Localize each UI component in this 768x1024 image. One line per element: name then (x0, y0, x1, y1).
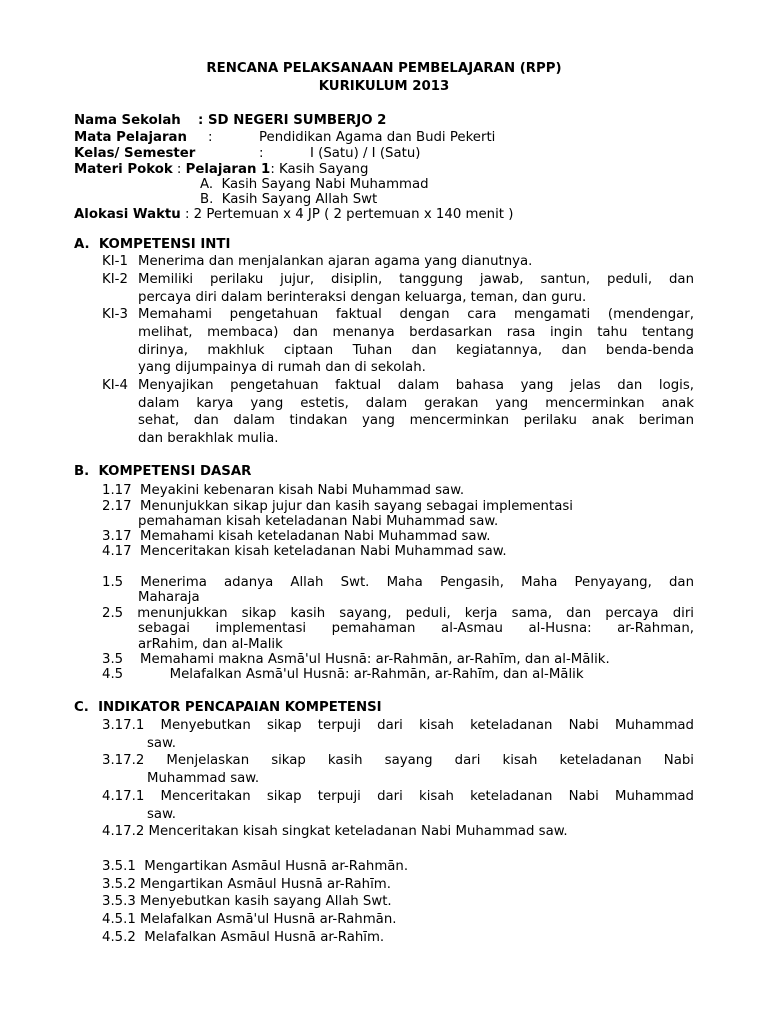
ki-text: Menyajikan pengetahuan faktual dalam bahasa yang jelas dan logis, (138, 378, 694, 393)
indicator-item: 3.5.3 Menyebutkan kasih sayang Allah Swt. (102, 894, 392, 909)
ki-text: dan berakhlak mulia. (138, 431, 279, 446)
ki-text: melihat, membaca) dan menanya berdasarkan rasa ingin tahu tentang (138, 325, 694, 340)
kd-item: 3.5 Memahami makna Asmā'ul Husnā: ar-Rahmān, ar-Rahīm, dan al-Mālik. (102, 652, 610, 667)
kd-item-cont: Maharaja (138, 590, 200, 605)
section-b-heading: B. KOMPETENSI DASAR (74, 464, 252, 479)
material-label: Materi Pokok (74, 162, 173, 177)
school-label: Nama Sekolah (74, 113, 181, 128)
material-value: : Kasih Sayang (270, 162, 369, 177)
indicator-item: 3.17.2 Menjelaskan sikap kasih sayang dari kisah keteladanan Nabi (102, 753, 694, 768)
section-c-heading: C. INDIKATOR PENCAPAIAN KOMPETENSI (74, 700, 382, 715)
kd-item: 2.5 menunjukkan sikap kasih sayang, peduli, kerja sama, dan percaya diri (102, 606, 694, 621)
document-subtitle: KURIKULUM 2013 (318, 79, 450, 94)
ki-text: dalam karya yang estetis, dalam gerakan yang mencerminkan anak (138, 396, 694, 411)
indicator-item: 4.5.2 Melafalkan Asmāul Husnā ar-Rahīm. (102, 930, 385, 945)
kd-item: 4.17 Menceritakan kisah keteladanan Nabi Muhammad saw. (102, 544, 507, 559)
school-value: : SD NEGERI SUMBERJO 2 (198, 113, 387, 128)
indicator-item: 3.5.2 Mengartikan Asmāul Husnā ar-Rahīm. (102, 877, 391, 892)
section-a-heading: A. KOMPETENSI INTI (74, 237, 231, 252)
ki-text: dirinya, makhluk ciptaan Tuhan dan kegiatannya, dan benda-benda (138, 343, 694, 358)
ki-code: KI-4 (102, 378, 128, 393)
material-lesson: Pelajaran 1 (185, 162, 271, 177)
ki-text: sehat, dan dalam tindakan yang mencerminkan perilaku anak beriman (138, 413, 694, 428)
indicator-item-cont: saw. (147, 736, 176, 751)
material-separator: : (172, 162, 186, 177)
kd-item: 1.17 Meyakini kebenaran kisah Nabi Muhammad saw. (102, 483, 465, 498)
kd-item-cont: pemahaman kisah keteladanan Nabi Muhammad saw. (138, 514, 499, 529)
subject-label: Mata Pelajaran (74, 130, 187, 145)
subject-separator: : (208, 130, 213, 145)
ki-code: KI-3 (102, 307, 128, 322)
kd-item-cont: arRahim, dan al-Malik (138, 637, 283, 652)
class-value: I (Satu) / I (Satu) (310, 146, 421, 161)
indicator-item: 3.17.1 Menyebutkan sikap terpuji dari kisah keteladanan Nabi Muhammad (102, 718, 694, 733)
ki-code: KI-2 (102, 272, 128, 287)
kd-item: 4.5 Melafalkan Asmā'ul Husnā: ar-Rahmān, ar-Rahīm, dan al-Mālik (102, 667, 584, 682)
indicator-item: 3.5.1 Mengartikan Asmāul Husnā ar-Rahmān. (102, 859, 409, 874)
ki-text: yang dijumpainya di rumah dan di sekolah. (138, 360, 426, 375)
document-title: RENCANA PELAKSANAAN PEMBELAJARAN (RPP) (206, 61, 562, 76)
indicator-item: 4.5.1 Melafalkan Asmā'ul Husnā ar-Rahmān. (102, 912, 397, 927)
subject-value: Pendidikan Agama dan Budi Pekerti (259, 130, 496, 145)
class-label: Kelas/ Semester (74, 146, 196, 161)
material-item: A. Kasih Sayang Nabi Muhammad (200, 177, 429, 192)
ki-text: Memiliki perilaku jujur, disiplin, tanggung jawab, santun, peduli, dan (138, 272, 694, 287)
ki-text: Memahami pengetahuan faktual dengan cara mengamati (mendengar, (138, 307, 694, 322)
kd-item: 3.17 Memahami kisah keteladanan Nabi Muhammad saw. (102, 529, 491, 544)
time-value: : 2 Pertemuan x 4 JP ( 2 pertemuan x 140 menit ) (180, 207, 514, 222)
indicator-item: 4.17.2 Menceritakan kisah singkat keteladanan Nabi Muhammad saw. (102, 824, 568, 839)
class-separator: : (259, 146, 264, 161)
material-item: B. Kasih Sayang Allah Swt (200, 192, 378, 207)
indicator-item-cont: Muhammad saw. (147, 771, 260, 786)
time-label: Alokasi Waktu (74, 207, 181, 222)
time-row (74, 206, 513, 223)
kd-item: 1.5 Menerima adanya Allah Swt. Maha Pengasih, Maha Penyayang, dan (102, 575, 694, 590)
ki-text: percaya diri dalam berinteraksi dengan keluarga, teman, dan guru. (138, 290, 587, 305)
ki-text: Menerima dan menjalankan ajaran agama yang dianutnya. (138, 254, 533, 269)
ki-code: KI-1 (102, 254, 128, 269)
kd-item: 2.17 Menunjukkan sikap jujur dan kasih sayang sebagai implementasi (102, 499, 573, 514)
indicator-item-cont: saw. (147, 807, 176, 822)
kd-item-cont: sebagai implementasi pemahaman al-Asmau al-Husna: ar-Rahman, (138, 621, 694, 636)
indicator-item: 4.17.1 Menceritakan sikap terpuji dari kisah keteladanan Nabi Muhammad (102, 789, 694, 804)
